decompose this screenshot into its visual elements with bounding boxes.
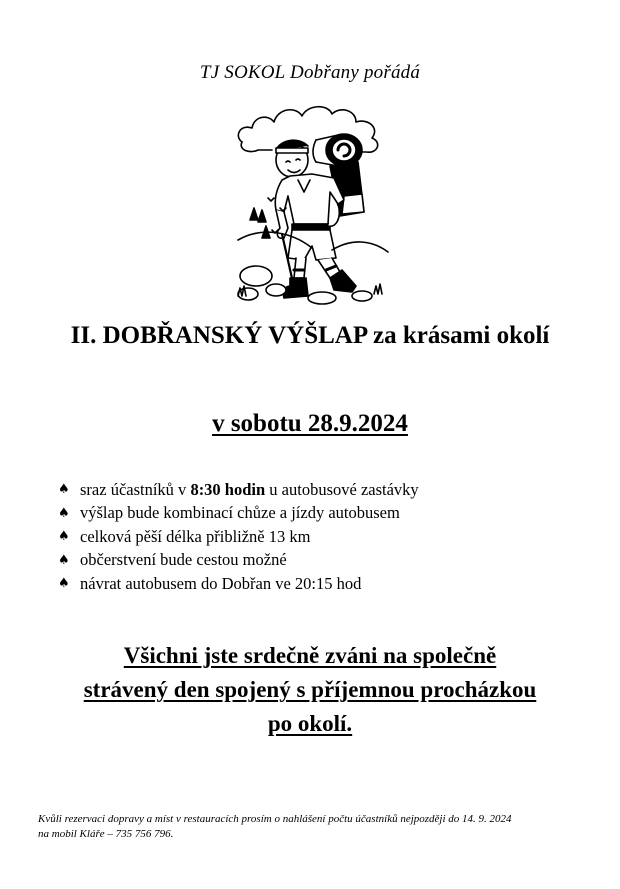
detail-text-post: u autobusové zastávky bbox=[265, 479, 419, 499]
event-date bbox=[0, 410, 620, 438]
registration-footnote bbox=[38, 812, 598, 842]
invitation-line-1: Všichni jste srdečně zváni na společně bbox=[123, 643, 497, 668]
hiker-illustration-icon bbox=[232, 100, 392, 305]
detail-text: občerstvení bude cestou možné bbox=[80, 550, 287, 570]
spade-bullet-icon: ♠ bbox=[58, 576, 70, 592]
spade-bullet-icon: ♠ bbox=[58, 505, 70, 521]
list-item bbox=[58, 478, 419, 502]
footnote-line-1: Kvůli rezervaci dopravy a míst v restauracích prosím o nahlášení počtu účastníků nejpozději do 14. 9. 2024 bbox=[38, 813, 512, 825]
detail-text: výšlap bude kombinací chůze a jízdy autobusem bbox=[80, 503, 400, 523]
event-details-list bbox=[58, 478, 419, 596]
event-date-text: v sobotu 28.9.2024 bbox=[212, 410, 408, 437]
spade-bullet-icon: ♠ bbox=[58, 482, 70, 498]
organizer-subtitle: TJ SOKOL Dobřany pořádá bbox=[199, 62, 421, 83]
invitation-line-2: strávený den spojený s příjemnou procházkou bbox=[83, 677, 537, 702]
list-item bbox=[58, 525, 419, 549]
spade-bullet-icon: ♠ bbox=[58, 529, 70, 545]
invitation-line-3: po okolí. bbox=[267, 711, 353, 736]
spade-bullet-icon: ♠ bbox=[58, 552, 70, 568]
footnote-line-2: na mobil Kláře – 735 756 796. bbox=[38, 828, 174, 840]
list-item bbox=[58, 549, 419, 573]
detail-text: celková pěší délka přibližně 13 km bbox=[80, 526, 311, 546]
list-item bbox=[58, 572, 419, 596]
meeting-time: 8:30 hodin bbox=[190, 479, 266, 499]
detail-text: návrat autobusem do Dobřan ve 20:15 hod bbox=[80, 573, 362, 593]
list-item bbox=[58, 502, 419, 526]
event-title: II. DOBŘANSKÝ VÝŠLAP za krásami okolí bbox=[70, 322, 550, 349]
detail-text bbox=[80, 480, 419, 500]
invitation-text bbox=[0, 639, 620, 741]
detail-text-pre: sraz účastníků v bbox=[80, 479, 191, 499]
